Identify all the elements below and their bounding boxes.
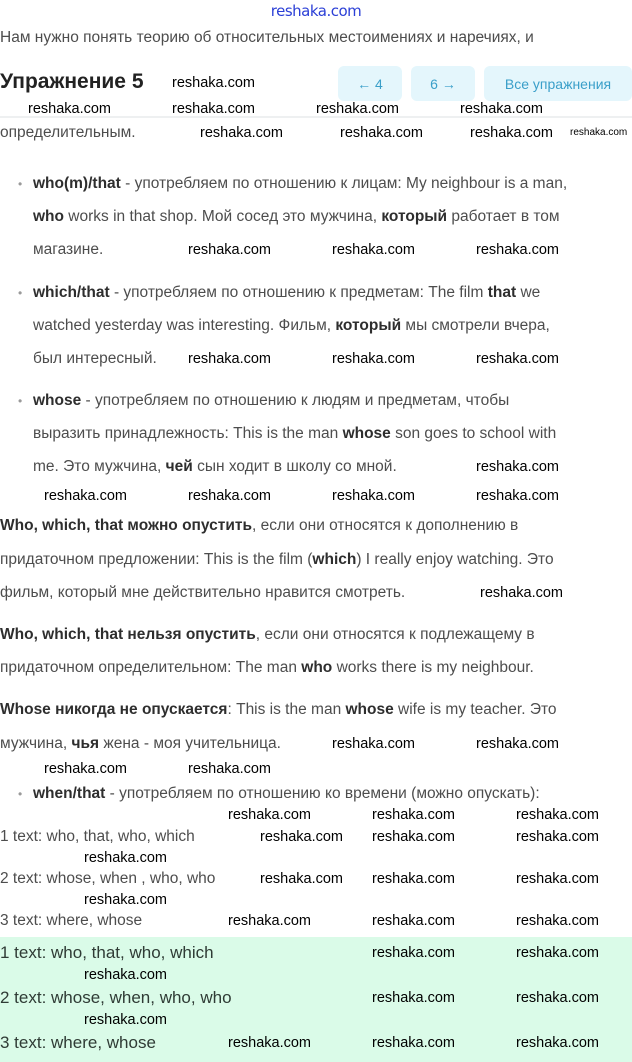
watermark: reshaka.com <box>516 1035 600 1051</box>
bold-term: Who, which, that нельзя опустить <box>0 626 256 643</box>
text-segment: me. Это мужчина, <box>33 458 166 475</box>
watermark: reshaka.com <box>372 829 456 845</box>
text-segment: - употребляем по отношению к предметам: The film <box>109 284 488 301</box>
watermark: reshaka.com <box>516 990 600 1006</box>
watermark: reshaka.com <box>84 967 168 983</box>
answer-line: 3 text: where, whose <box>0 1033 156 1052</box>
bold-term: when/that <box>33 785 106 802</box>
text-line <box>33 457 397 477</box>
text-line <box>0 583 405 603</box>
bullet-icon: • <box>18 394 23 408</box>
watermark: reshaka.com <box>260 871 344 887</box>
text-segment: жена - моя учительница. <box>99 735 281 752</box>
text-segment: , если они относятся к подлежащему в <box>255 626 535 643</box>
all-exercises-button[interactable]: Все упражнения <box>484 66 632 101</box>
watermark: reshaka.com <box>372 1035 456 1051</box>
text-segment: watched yesterday was interesting. Фильм, <box>33 317 336 334</box>
watermark: reshaka.com <box>188 351 272 367</box>
text-segment: son goes to school with <box>390 425 557 442</box>
text-line <box>0 550 554 570</box>
watermark: reshaka.com <box>516 829 600 845</box>
text-segment: : This is the man <box>227 701 346 718</box>
watermark: reshaka.com <box>516 913 600 929</box>
text-segment: определительным. <box>0 124 136 141</box>
watermark: reshaka.com <box>460 101 544 117</box>
bold-term: which/that <box>33 284 110 301</box>
bullet-icon: • <box>18 286 23 300</box>
bold-term: чья <box>71 735 100 752</box>
bold-term: Whose никогда не опускается <box>0 701 228 718</box>
watermark: reshaka.com <box>228 1035 312 1051</box>
watermark: reshaka.com <box>570 127 628 138</box>
text-line <box>0 658 534 678</box>
watermark: reshaka.com <box>172 101 256 117</box>
text-line <box>33 349 157 369</box>
text-segment: был интересный. <box>33 350 157 367</box>
watermark: reshaka.com <box>372 945 456 961</box>
bold-term: который <box>381 208 448 225</box>
text-line <box>0 734 281 754</box>
watermark: reshaka.com <box>332 488 416 504</box>
text-segment: - употребляем по отношению к лицам: My neighbour is a man, <box>120 175 568 192</box>
site-watermark-top: reshaka.com <box>270 2 362 20</box>
watermark: reshaka.com <box>340 125 424 141</box>
text-segment: фильм, который мне действительно нравится смотреть. <box>0 584 406 601</box>
text-segment: сын ходит в школу со мной. <box>192 458 397 475</box>
watermark: reshaka.com <box>470 125 554 141</box>
watermark: reshaka.com <box>372 990 456 1006</box>
watermark: reshaka.com <box>372 807 456 823</box>
watermark: reshaka.com <box>84 1012 168 1028</box>
bold-term: whose <box>33 392 82 409</box>
watermark: reshaka.com <box>476 488 560 504</box>
bold-term: who(m)/that <box>33 175 121 192</box>
watermark: reshaka.com <box>84 892 168 908</box>
text-segment: wife is my teacher. Это <box>393 701 557 718</box>
answer-line: 1 text: who, that, who, which <box>0 943 214 962</box>
next-exercise-button[interactable]: 6 → <box>411 66 475 101</box>
watermark: reshaka.com <box>332 351 416 367</box>
watermark: reshaka.com <box>476 351 560 367</box>
text-line <box>0 869 215 889</box>
watermark: reshaka.com <box>332 242 416 258</box>
watermark: reshaka.com <box>372 871 456 887</box>
watermark: reshaka.com <box>228 913 312 929</box>
bold-term: whose <box>342 425 391 442</box>
text-line <box>0 516 518 536</box>
answer-line: 2 text: whose, when, who, who <box>0 988 232 1007</box>
text-line <box>33 240 103 260</box>
text-line <box>18 283 541 303</box>
watermark: reshaka.com <box>516 807 600 823</box>
text-line <box>33 207 560 227</box>
watermark: reshaka.com <box>84 850 168 866</box>
text-segment: Нам нужно понять теорию об относительных местоимениях и наречиях, и <box>0 29 534 46</box>
bold-term: who <box>301 659 333 676</box>
watermark: reshaka.com <box>476 736 560 752</box>
text-line <box>0 827 195 847</box>
bullet-icon: • <box>18 787 23 801</box>
text-line <box>18 391 510 411</box>
bold-term: который <box>335 317 402 334</box>
text-segment: мы смотрели вчера, <box>401 317 550 334</box>
text-segment: магазине. <box>33 241 104 258</box>
text-segment: works there is my neighbour. <box>332 659 534 676</box>
text-segment: - употребляем по отношению ко времени (можно опускать): <box>105 785 540 802</box>
text-line <box>18 174 568 194</box>
page-title: Упражнение 5 <box>0 70 144 93</box>
text-segment: 1 text: who, that, who, which <box>0 828 195 845</box>
watermark: reshaka.com <box>516 945 600 961</box>
text-segment: we <box>516 284 541 301</box>
bold-term: чей <box>165 458 193 475</box>
watermark: reshaka.com <box>200 125 284 141</box>
watermark: reshaka.com <box>188 761 272 777</box>
text-line <box>33 424 556 444</box>
watermark: reshaka.com <box>476 459 560 475</box>
watermark: reshaka.com <box>28 101 112 117</box>
text-segment: 3 text: where, whose <box>0 912 143 929</box>
text-line <box>0 28 534 48</box>
text-segment: придаточном определительном: The man <box>0 659 302 676</box>
text-line <box>33 316 550 336</box>
text-segment: мужчина, <box>0 735 72 752</box>
text-segment: работает в том <box>447 208 560 225</box>
watermark: reshaka.com <box>228 807 312 823</box>
bullet-icon: • <box>18 177 23 191</box>
watermark: reshaka.com <box>44 761 128 777</box>
prev-exercise-button[interactable]: ← 4 <box>338 66 402 101</box>
text-segment: придаточном предложении: This is the film ( <box>0 551 313 568</box>
watermark: reshaka.com <box>188 242 272 258</box>
bold-term: whose <box>345 701 394 718</box>
text-line <box>18 784 540 804</box>
watermark: reshaka.com <box>44 488 128 504</box>
text-line <box>0 700 557 720</box>
bold-term: that <box>487 284 517 301</box>
text-line <box>0 625 535 645</box>
watermark: reshaka.com <box>332 736 416 752</box>
text-segment: ) I really enjoy watching. Это <box>356 551 554 568</box>
watermark: reshaka.com <box>372 913 456 929</box>
text-segment: выразить принадлежность: This is the man <box>33 425 343 442</box>
bold-term: who <box>33 208 64 225</box>
watermark: reshaka.com <box>260 829 344 845</box>
text-segment: , если они относятся к дополнению в <box>252 517 519 534</box>
text-line <box>0 123 136 143</box>
watermark: reshaka.com <box>476 242 560 258</box>
watermark: reshaka.com <box>188 488 272 504</box>
watermark: reshaka.com <box>516 871 600 887</box>
bold-term: which <box>312 551 357 568</box>
watermark: reshaka.com <box>316 101 400 117</box>
text-segment: - употребляем по отношению к людям и предметам, чтобы <box>81 392 510 409</box>
text-line <box>0 911 142 931</box>
watermark: reshaka.com <box>172 75 256 91</box>
bold-term: Who, which, that можно опустить <box>0 517 253 534</box>
text-segment: works in that shop. Мой сосед это мужчина, <box>64 208 382 225</box>
watermark: reshaka.com <box>480 585 564 601</box>
text-segment: 2 text: whose, when , who, who <box>0 870 216 887</box>
